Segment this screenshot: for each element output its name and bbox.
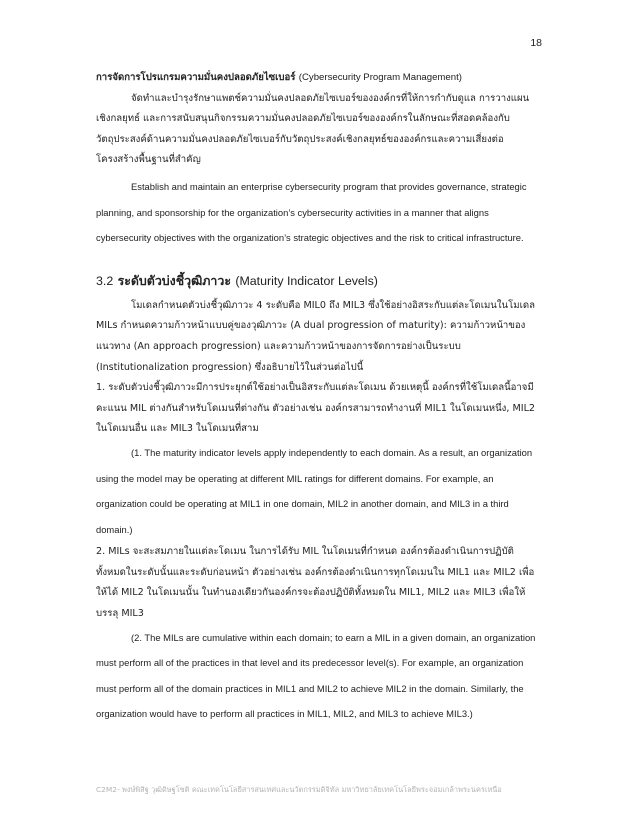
section-number: 3.2 bbox=[96, 273, 114, 288]
section-heading-cybersecurity-program bbox=[96, 68, 542, 89]
section-heading-maturity-levels bbox=[96, 270, 542, 292]
paragraph-thai-program: จัดทำและบำรุงรักษาแพตช์ความมั่นคงปลอดภัยไซเบอร์ขององค์กรที่ให้การกำกับดูแล การวางแผนเชิงกลยุทธ์ และการสนับสนุนกิจกรรมความมั่นคงปลอดภัยไซเบอร์ขององค์กรในลักษณะที่สอดคล้องกับวัตถุประสงค์ด้านความมั่นคงปลอดภัยไซเบอร์กับวัตถุประสงค์เชิงกลยุทธ์ขององค์กรและความเสี่ยงต่อโครงสร้างพื้นฐานที่สำคัญ bbox=[96, 92, 530, 166]
paragraph-english-program: Establish and maintain an enterprise cybersecurity program that provides governance, strategic planning, and sponsorship for the organization’s cybersecurity activities in a manner that aligns cybersecurity objectives with the organization’s strategic objectives and the risk to critical infrastructure. bbox=[96, 180, 527, 244]
list-item-1-english: (1. The maturity indicator levels apply independently to each domain. As a result, an organization using the model may be operating at different MIL ratings for different domains. For example, an organization could be operating at MIL1 in one domain, MIL2 in another domain, and MIL3 in a third domain.) bbox=[96, 446, 533, 535]
list-item-2-thai: 2. MILs จะสะสมภายในแต่ละโดเมน ในการได้รับ MIL ในโดเมนที่กำหนด องค์กรต้องดำเนินการปฏิบัติทั้งหมดในระดับนั้นและระดับก่อนหน้า ตัวอย่างเช่น องค์กรต้องดำเนินการทุกโดเมนใน MIL1 และ MIL2 เพื่อให้ได้ MIL2 ในโดเมนนั้น ในทำนองเดียวกันองค์กรจะต้องปฏิบัติทั้งหมดใน MIL1, MIL2 และ MIL3 เพื่อให้บรรลุ MIL3 bbox=[96, 546, 535, 620]
list-item-2-english: (2. The MILs are cumulative within each domain; to earn a MIL in a given domain, an organization must perform all of the practices in that level and its predecessor level(s). For example, an organization must perform all of the domain practices in MIL1 and MIL2 to achieve MIL2 in the domain. Similarly, the organization would have to perform all practices in MIL1, MIL2, and MIL3 to achieve MIL3.) bbox=[96, 631, 536, 720]
page-content bbox=[96, 68, 542, 727]
paragraph-thai-mil-intro: โมเดลกำหนดตัวบ่งชี้วุฒิภาวะ 4 ระดับคือ MIL0 ถึง MIL3 ซึ่งใช้อย่างอิสระกับแต่ละโดเมนในโมเดล MILs กำหนดความก้าวหน้าแบบคู่ของวุฒิภาวะ (A dual progression of maturity): ความก้าวหน้าของแนวทาง (An approach progression) และความก้าวหน้าของการจัดการอย่างเป็นระบบ (Institutionalization progression) ซึ่งอธิบายไว้ในส่วนต่อไปนี้ bbox=[96, 299, 535, 373]
heading-thai: การจัดการโปรแกรมความมั่นคงปลอดภัยไซเบอร์ bbox=[96, 72, 296, 83]
heading-thai: ระดับตัวบ่งชี้วุฒิภาวะ bbox=[117, 272, 232, 288]
heading-english: (Maturity Indicator Levels) bbox=[235, 273, 378, 288]
heading-english: (Cybersecurity Program Management) bbox=[298, 72, 462, 83]
page-footer: C2M2- พงษ์พิสิฐ วุฒิดิษฐโชติ คณะเทคโนโลยีสารสนเทศและนวัตกรรมดิจิทัล มหาวิทยาลัยเทคโนโลยีพระจอมเกล้าพระนครเหนือ bbox=[96, 785, 502, 794]
list-item-1-thai: 1. ระดับตัวบ่งชี้วุฒิภาวะมีการประยุกต์ใช้อย่างเป็นอิสระกับแต่ละโดเมน ด้วยเหตุนี้ องค์กรที่ใช้โมเดลนี้อาจมีคะแนน MIL ต่างกันสำหรับโดเมนที่ต่างกัน ตัวอย่างเช่น องค์กรสามารถทำงานที่ MIL1 ในโดเมนหนึ่ง, MIL2 ในโดเมนอื่น และ MIL3 ในโดเมนที่สาม bbox=[96, 382, 536, 435]
page-number: 18 bbox=[530, 37, 542, 49]
